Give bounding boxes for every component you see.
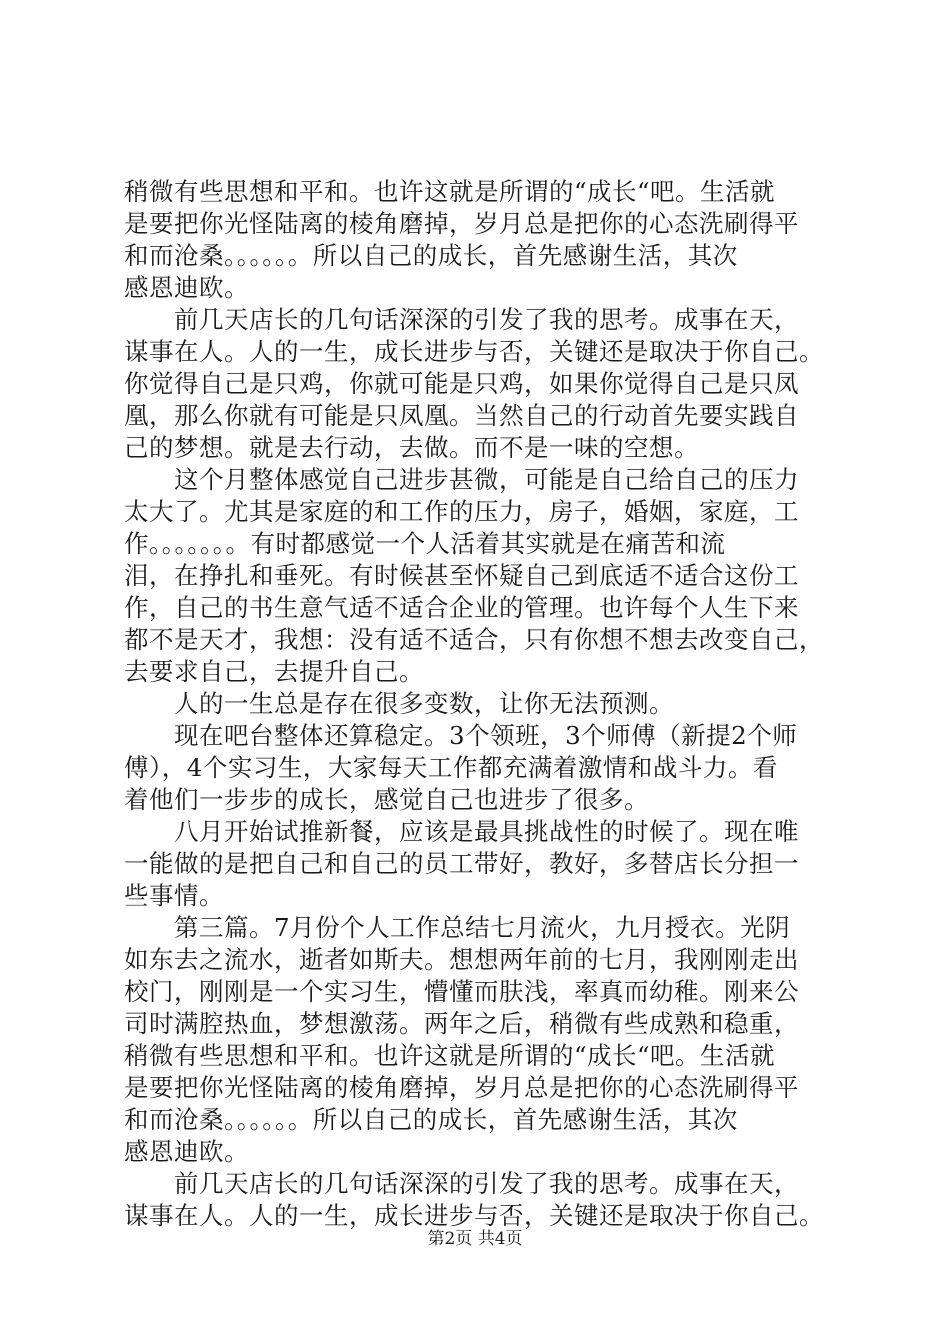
text-line: 一能做的是把自己和自己的员工带好，教好，多替店长分担一	[124, 849, 799, 878]
text-line: 人的一生总是存在很多变数，让你无法预测。	[124, 689, 674, 718]
text-line: 前几天店长的几句话深深的引发了我的思考。成事在天，	[124, 305, 799, 334]
text-line: 第三篇。7月份个人工作总结七月流火，九月授衣。光阴	[124, 913, 791, 942]
text-line: 去要求自己，去提升自己。	[124, 657, 424, 686]
text-line: 着他们一步步的成长，感觉自己也进步了很多。	[124, 785, 649, 814]
text-line: 如东去之流水，逝者如斯夫。想想两年前的七月，我刚刚走出	[124, 945, 799, 974]
text-line: 这个月整体感觉自己进步甚微，可能是自己给自己的压力	[124, 465, 799, 494]
page-number: 第2页 共4页	[427, 1229, 523, 1249]
text-line: 都不是天才，我想：没有适不适合，只有你想不想去改变自己，	[124, 625, 824, 654]
text-line: 是要把你光怪陆离的棱角磨掉，岁月总是把你的心态洗刷得平	[124, 209, 799, 238]
text-line: 八月开始试推新餐，应该是最具挑战性的时候了。现在唯	[124, 817, 799, 846]
document-body	[124, 176, 836, 1232]
text-line: 泪，在挣扎和垂死。有时候甚至怀疑自己到底适不适合这份工	[124, 561, 799, 590]
text-line: 些事情。	[124, 881, 224, 910]
text-line: 己的梦想。就是去行动，去做。而不是一味的空想。	[124, 433, 699, 462]
text-line: 谋事在人。人的一生，成长进步与否，关键还是取决于你自己。	[124, 337, 824, 366]
text-line: 谋事在人。人的一生，成长进步与否，关键还是取决于你自己。	[124, 1201, 824, 1230]
text-line: 和而沧桑。。。。。。所以自己的成长，首先感谢生活，其次	[124, 241, 738, 270]
text-line: 校门，刚刚是一个实习生，懵懂而肤浅，率真而幼稚。刚来公	[124, 977, 799, 1006]
text-line: 凰，那么你就有可能是只凤凰。当然自己的行动首先要实践自	[124, 401, 799, 430]
text-line: 作。。。。。。。有时都感觉一个人活着其实就是在痛苦和流	[124, 529, 726, 558]
text-line: 你觉得自己是只鸡，你就可能是只鸡，如果你觉得自己是只凤	[124, 369, 799, 398]
text-line: 现在吧台整体还算稳定。3个领班，3个师傅（新提2个师	[124, 721, 798, 750]
text-line: 是要把你光怪陆离的棱角磨掉，岁月总是把你的心态洗刷得平	[124, 1073, 799, 1102]
text-line: 稍微有些思想和平和。也许这就是所谓的“成长“吧。生活就	[124, 1041, 776, 1070]
text-line: 傅），4个实习生，大家每天工作都充满着激情和战斗力。看	[124, 753, 778, 782]
text-line: 太大了。尤其是家庭的和工作的压力，房子，婚姻，家庭，工	[124, 497, 799, 526]
text-line: 感恩迪欧。	[124, 1137, 249, 1166]
text-line: 和而沧桑。。。。。。所以自己的成长，首先感谢生活，其次	[124, 1105, 738, 1134]
page-footer	[0, 1228, 950, 1250]
text-line: 感恩迪欧。	[124, 273, 249, 302]
text-line: 司时满腔热血，梦想激荡。两年之后，稍微有些成熟和稳重，	[124, 1009, 799, 1038]
text-line: 作，自己的书生意气适不适合企业的管理。也许每个人生下来	[124, 593, 799, 622]
text-line: 稍微有些思想和平和。也许这就是所谓的“成长“吧。生活就	[124, 177, 776, 206]
text-line: 前几天店长的几句话深深的引发了我的思考。成事在天，	[124, 1169, 799, 1198]
